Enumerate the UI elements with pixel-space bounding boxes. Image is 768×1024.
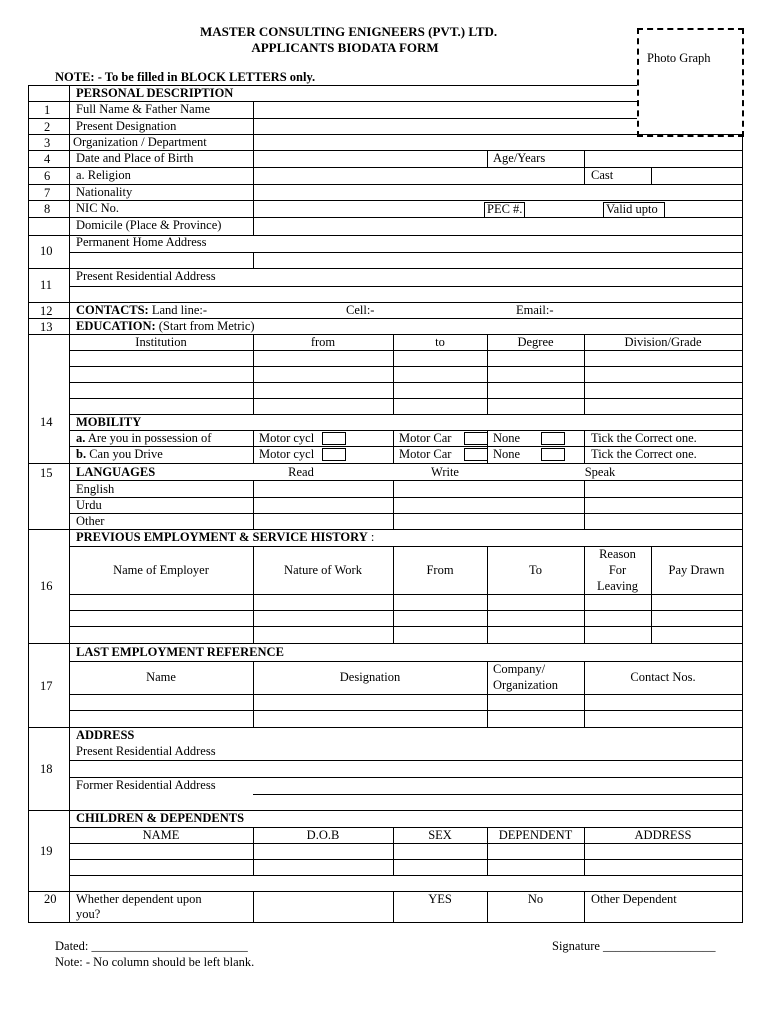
row-number: 16 [40,579,53,593]
institution-header: Institution [135,335,187,349]
employment-heading-row [76,531,374,545]
row-number: 3 [44,136,51,150]
company-name: MASTER CONSULTING ENIGNEERS (PVT.) LTD. [200,24,498,39]
to-header: to [435,335,445,349]
footer-note: Note: - No column should be left blank. [55,955,255,969]
contacts-row [76,304,207,318]
child-address-header: ADDRESS [634,828,692,842]
ref-name-header: Name [146,670,176,684]
tick-instruction: Tick the Correct one. [591,447,697,461]
row-number: 6 [44,169,51,183]
former-address-label: Former Residential Address [76,778,216,792]
reference-heading: LAST EMPLOYMENT REFERENCE [76,645,284,659]
child-sex-header: SEX [428,828,452,842]
cell-label: Cell:- [346,303,375,317]
education-row [76,320,255,334]
possession-question [76,432,211,446]
permanent-address-label: Permanent Home Address [76,235,207,249]
personal-description-heading: PERSONAL DESCRIPTION [76,86,234,100]
domicile-label: Domicile (Place & Province) [76,218,222,232]
reason-header: For [608,563,627,577]
ref-contact-header: Contact Nos. [630,670,696,684]
motor-cycle-label: Motor cycl [259,447,315,461]
none-label: None [493,431,521,445]
address-heading: ADDRESS [76,728,135,742]
question-a-prefix: a. [76,431,86,445]
row-number: 11 [40,278,53,292]
other-dependent-label: Other Dependent [591,892,677,906]
degree-header: Degree [517,335,554,349]
motor-car-label: Motor Car [399,431,452,445]
row-number: 18 [40,762,53,776]
row-number: 10 [40,244,53,258]
motor-cycle-possession-checkbox[interactable] [322,432,346,445]
employment-colon: : [370,530,375,544]
present-address-label: Present Residential Address [76,744,216,758]
division-header: Division/Grade [624,335,702,349]
dob-label: Date and Place of Birth [76,151,194,165]
row-number: 13 [40,320,53,334]
education-heading: EDUCATION: [76,319,156,333]
tick-instruction: Tick the Correct one. [591,431,697,445]
motor-car-label: Motor Car [399,447,452,461]
language-english: English [76,482,115,496]
motor-car-drive-checkbox[interactable] [464,448,488,461]
question-b-prefix: b. [76,447,87,461]
employer-header: Name of Employer [113,563,209,577]
no-label: No [527,892,544,906]
ref-designation-header: Designation [339,670,401,684]
valid-upto-label: Valid upto [603,202,665,218]
row-number: 15 [40,466,53,480]
reason-header: Leaving [597,579,638,593]
row-number: 7 [44,186,51,200]
email-label: Email:- [516,303,554,317]
row-number: 14 [40,415,53,429]
motor-cycle-drive-checkbox[interactable] [322,448,346,461]
from-header: From [426,563,454,577]
row-number: 4 [44,152,51,166]
yes-label: YES [428,892,452,906]
row-number: 1 [44,103,51,117]
dated-line: Dated: _________________________ [55,939,248,953]
write-header: Write [431,465,459,479]
child-dob-header: D.O.B [306,828,340,842]
nationality-label: Nationality [76,185,133,199]
form-title: APPLICANTS BIODATA FORM [251,40,439,55]
read-header: Read [288,465,314,479]
ref-company-header: Organization [493,678,559,692]
cast-label: Cast [591,168,614,182]
present-address-label: Present Residential Address [76,269,216,283]
employment-heading: PREVIOUS EMPLOYMENT & SERVICE HISTORY [76,530,368,544]
motor-car-possession-checkbox[interactable] [464,432,488,445]
row-number: 20 [44,892,57,906]
none-possession-checkbox[interactable] [541,432,565,445]
dependent-question-line1: Whether dependent upon [76,892,202,906]
pay-header: Pay Drawn [668,563,725,577]
dependent-question-line2: you? [76,907,101,921]
block-letters-note: NOTE: - To be filled in BLOCK LETTERS only. [55,70,316,84]
contacts-heading: CONTACTS: [76,303,149,317]
child-name-header: NAME [142,828,180,842]
motor-cycle-label: Motor cycl [259,431,315,445]
children-heading: CHILDREN & DEPENDENTS [76,811,245,825]
nic-label: NIC No. [76,201,120,215]
education-note: (Start from Metric) [158,319,255,333]
question-b-text: Can you Drive [89,447,163,461]
none-label: None [493,447,521,461]
organization-label: Organization / Department [73,135,207,149]
religion-label: a. Religion [76,168,131,182]
speak-header: Speak [584,465,616,479]
signature-line: Signature __________________ [552,939,716,953]
to-header: To [528,563,542,577]
reason-header: Reason [599,547,636,561]
nature-header: Nature of Work [284,563,362,577]
age-label: Age/Years [493,151,546,165]
photo-label: Photo Graph [647,51,711,65]
ref-company-header: Company/ [493,662,546,676]
languages-heading: LANGUAGES [76,465,156,479]
landline-label: Land line:- [151,303,208,317]
row-number: 12 [40,304,53,318]
drive-question [76,448,163,462]
language-other: Other [76,514,105,528]
row-number: 17 [40,679,53,693]
none-drive-checkbox[interactable] [541,448,565,461]
designation-label: Present Designation [76,119,177,133]
mobility-heading: MOBILITY [76,415,142,429]
row-number: 2 [44,120,51,134]
from-header: from [310,335,336,349]
full-name-label: Full Name & Father Name [76,102,210,116]
question-a-text: Are you in possession of [87,431,212,445]
pec-label: PEC #. [484,202,525,218]
row-number: 19 [40,844,53,858]
language-urdu: Urdu [76,498,102,512]
photo-box[interactable] [637,28,744,137]
row-number: 8 [44,202,51,216]
child-dependent-header: DEPENDENT [498,828,573,842]
